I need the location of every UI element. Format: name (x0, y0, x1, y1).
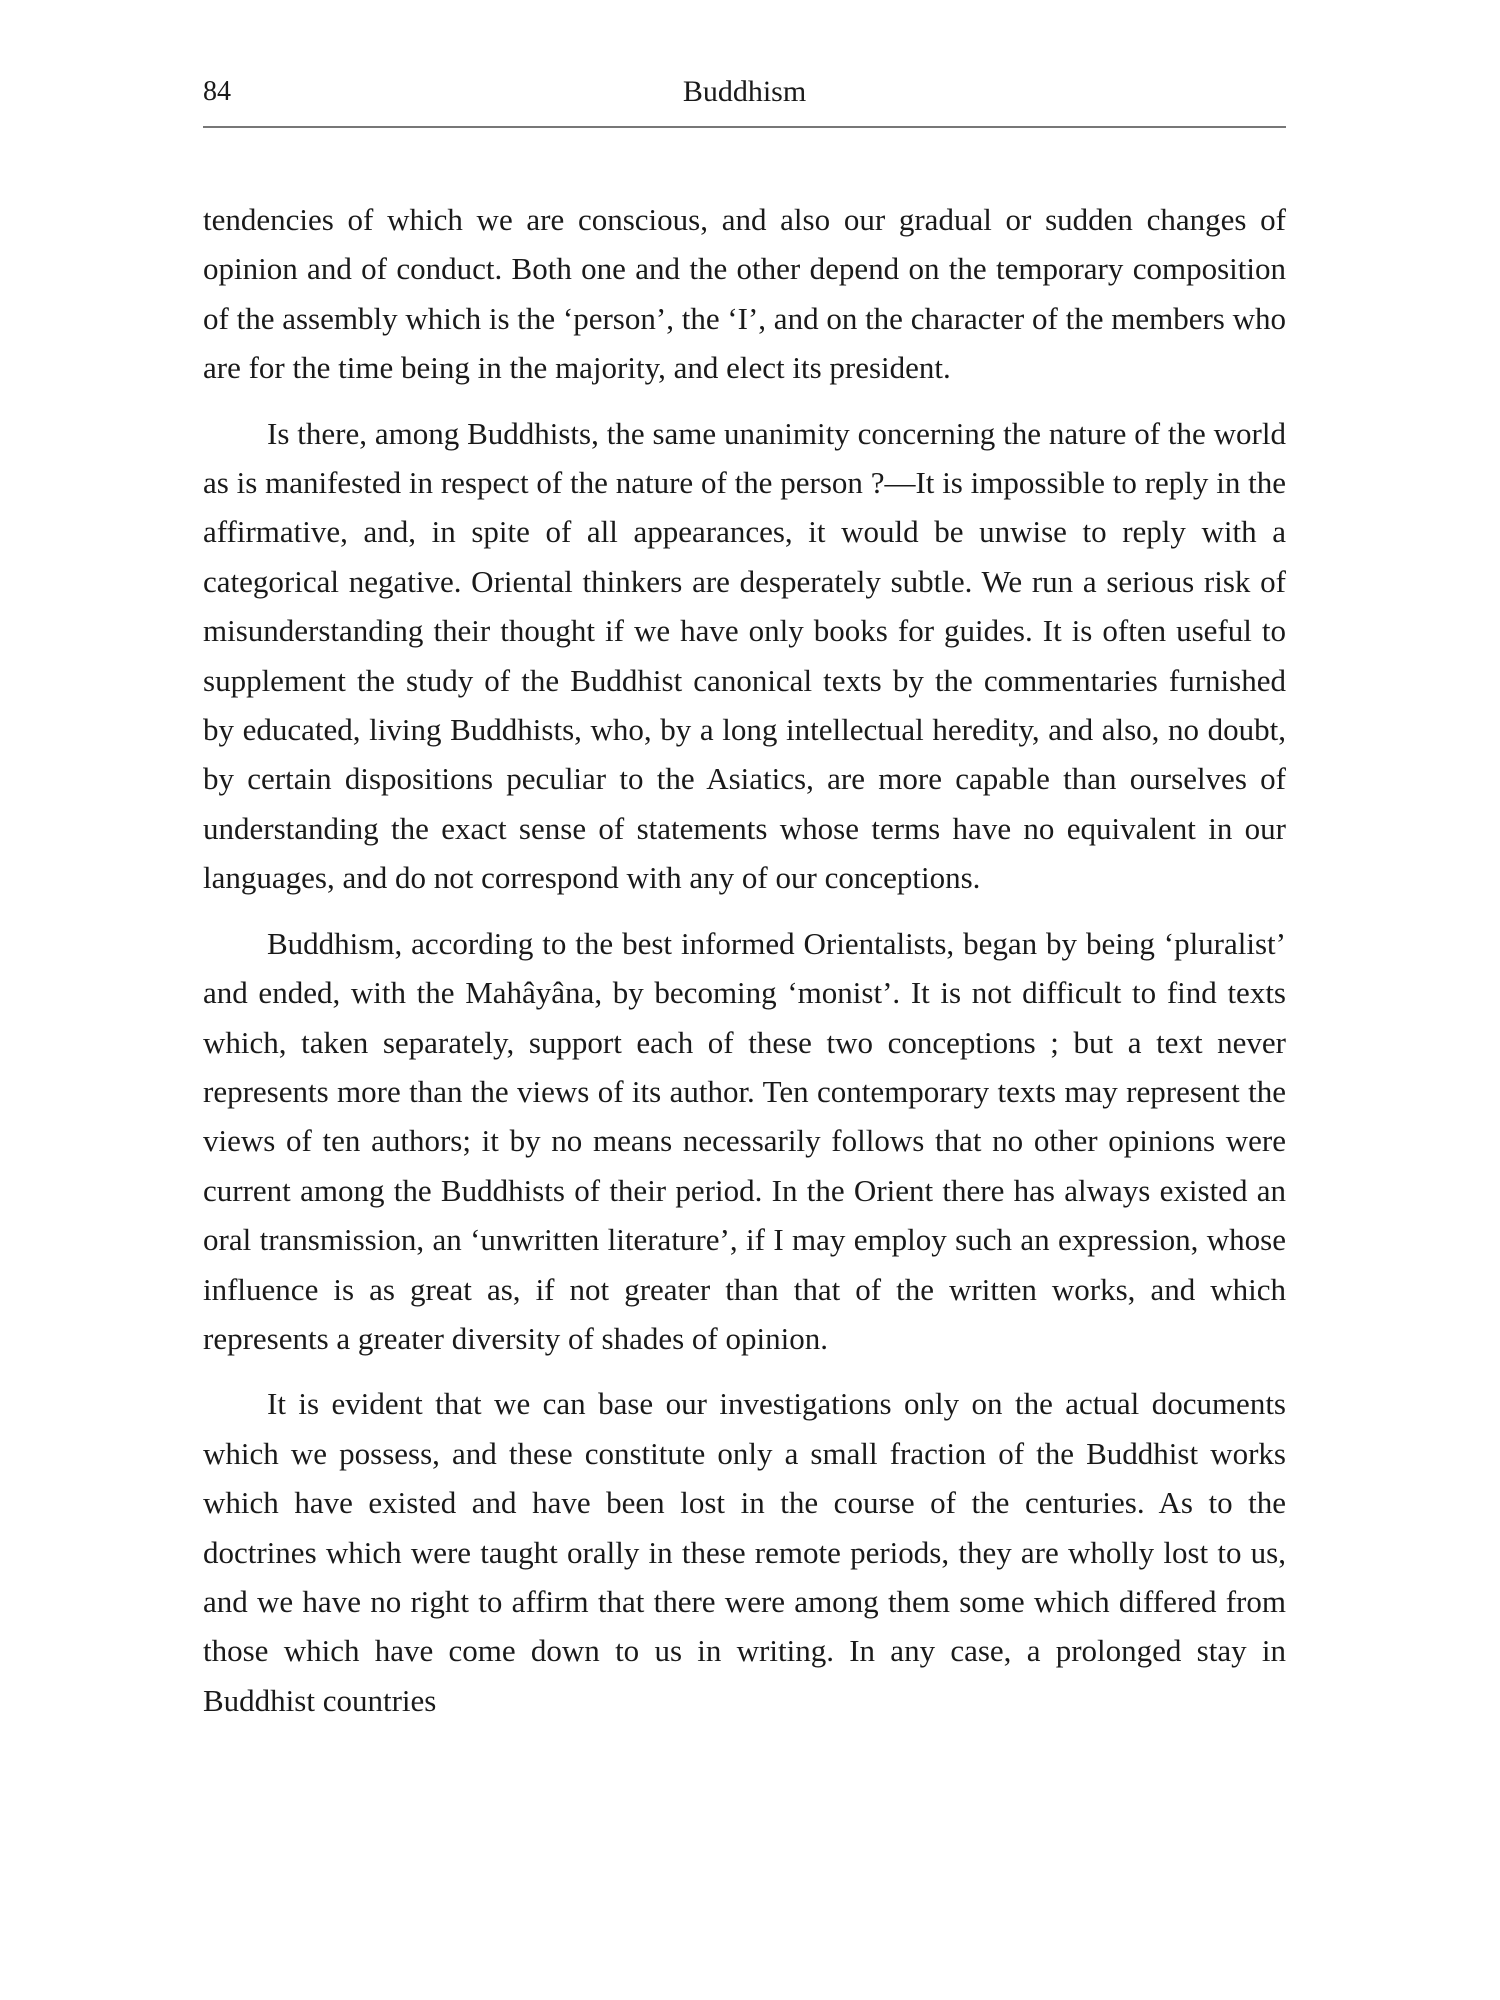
header-rule (203, 126, 1286, 128)
page-number: 84 (203, 76, 231, 107)
body-text (203, 195, 1286, 1741)
paragraph-1: tendencies of which we are conscious, and also our gradual or sudden changes of opinion and of conduct. Both one and the other depend on the temporary composition of the assembly which is the ‘person’, the ‘I’, and on the character of the members who are for the time being in the majority, and elect its president. (203, 202, 1286, 386)
paragraph-4: It is evident that we can base our investigations only on the actual documents which we possess, and these constitute only a small fraction of the Buddhist works which have existed and have been lost in the course of the centuries. As to the doctrines which were taught orally in these remote periods, they are wholly lost to us, and we have no right to affirm that there were among them some which differed from those which have come down to us in writing. In any case, a prolonged stay in Buddhist countries (203, 1386, 1286, 1718)
running-head: Buddhism (682, 75, 807, 108)
page-header (203, 68, 1286, 116)
paragraph-2: Is there, among Buddhists, the same unanimity concerning the nature of the world as is manifested in respect of the nature of the person ?—It is impossible to reply in the affirmative, and, in spite of all appearances, it would be unwise to reply with a categorical negative. Oriental thinkers are desperately subtle. We run a serious risk of misunderstanding their thought if we have only books for guides. It is often useful to supplement the study of the Buddhist canonical texts by the commentaries furnished by educated, living Buddhists, who, by a long intellectual heredity, and also, no doubt, by certain dispositions peculiar to the Asiatics, are more capable than ourselves of understanding the exact sense of statements whose terms have no equivalent in our languages, and do not correspond with any of our conceptions. (203, 415, 1286, 896)
paragraph-3: Buddhism, according to the best informed Orientalists, began by being ‘pluralist’ and ended, with the Mahâyâna, by becoming ‘monist’. It is not difficult to find texts which, taken separately, support each of these two conceptions ; but a text never represents more than the views of its author. Ten contemporary texts may represent the views of ten authors; it by no means necessarily follows that no other opinions were current among the Buddhists of their period. In the Orient there has always existed an oral transmission, an ‘unwritten literature’, if I may employ such an expression, whose influence is as great as, if not greater than that of the written works, and which represents a greater diversity of shades of opinion. (203, 925, 1286, 1356)
